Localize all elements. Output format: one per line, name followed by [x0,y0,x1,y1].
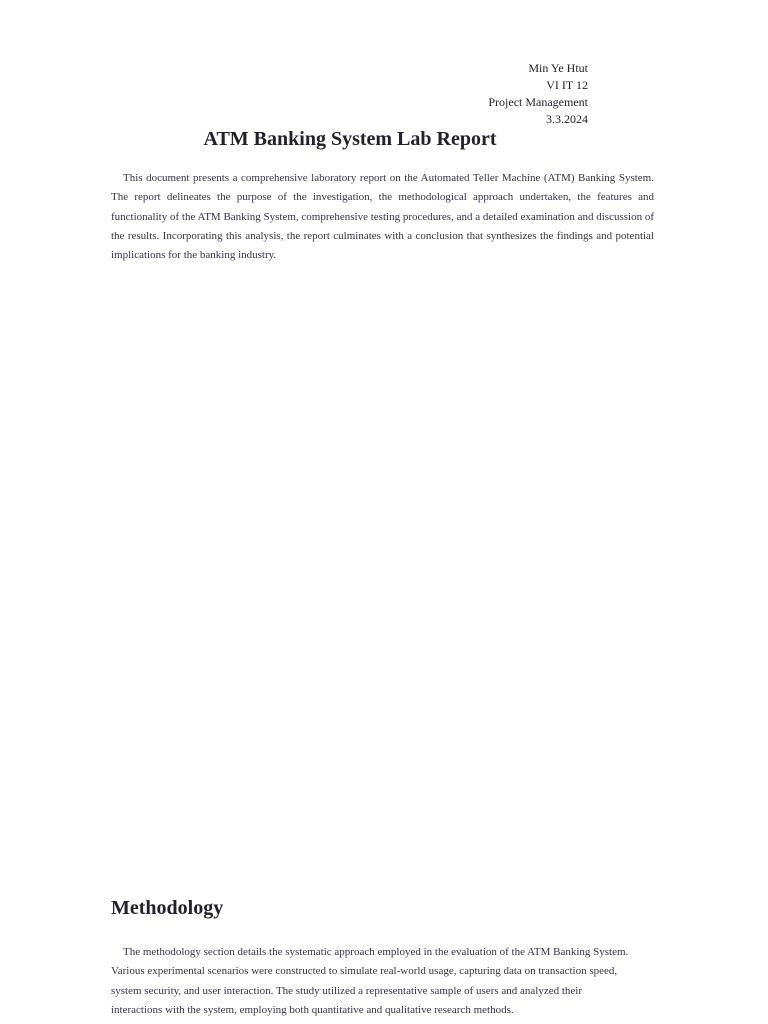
abstract-paragraph: This document presents a comprehensive laboratory report on the Automated Teller Machine (ATM) Banking System. The report delineates the purpose of the investigation, the methodological approach undertaken, the features and functionality of the ATM Banking System, comprehensive testing procedures, and a detailed examination and discussion of the results. Incorporating this analysis, the report culminates with a conclusion that synthesizes the findings and potential implications for the banking industry. [111,172,654,262]
section-heading-methodology: Methodology [111,897,224,919]
document-title: ATM Banking System Lab Report [203,128,497,150]
author-name: Min Ye Htut [528,61,588,75]
class-name: VI IT 12 [546,78,588,92]
section-body-methodology: The methodology section details the systematic approach employed in the evaluation of the ATM Banking System. Various experimental scenarios were constructed to simulate real-world usage, capturing data on transaction speed, system security, and user interaction. The study utilized a representative sample of users and analyzed their interactions with the system, employing both quantitative and qualitative research methods. [111,946,629,1016]
course-name: Project Management [488,95,588,109]
author-info-block [488,60,588,128]
report-date: 3.3.2024 [546,112,588,126]
